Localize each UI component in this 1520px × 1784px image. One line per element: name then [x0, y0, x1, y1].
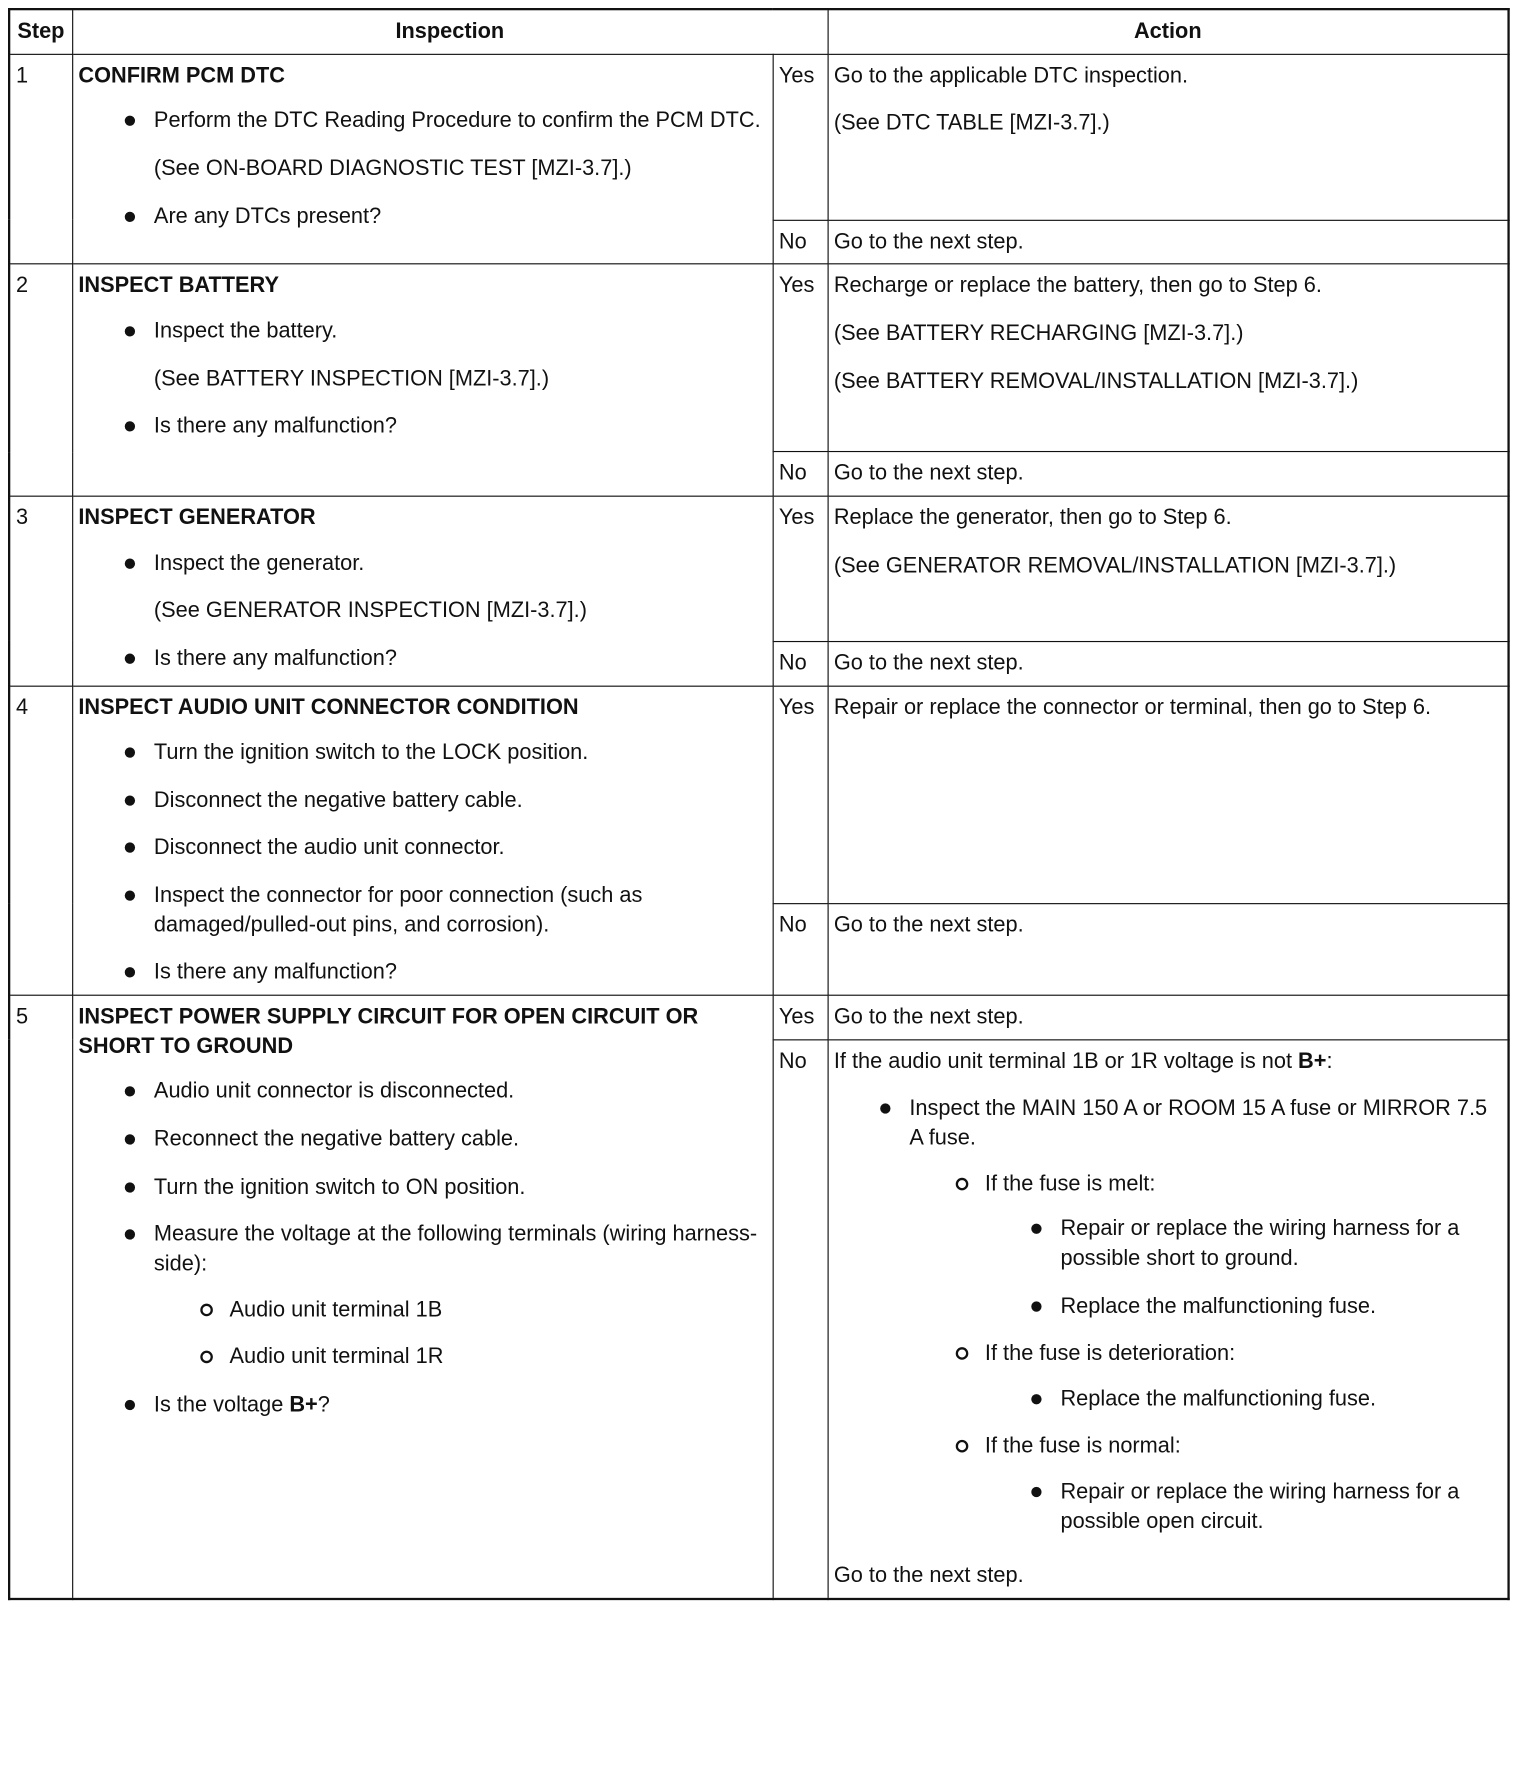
list-item: Is the voltage B+?: [124, 1390, 766, 1419]
list-item: Disconnect the negative battery cable.: [124, 786, 766, 815]
list-item: Is there any malfunction?: [124, 644, 766, 673]
step-number: 3: [9, 496, 72, 686]
step-title: INSPECT POWER SUPPLY CIRCUIT FOR OPEN CIRCUIT OR SHORT TO GROUND: [78, 1005, 699, 1059]
inspection-cell: [72, 264, 772, 496]
table-header-row: [9, 9, 1508, 54]
header-step: Step: [9, 9, 72, 54]
list-item: Measure the voltage at the following terminals (wiring harness-side): Audio unit terminal 1B Audio unit terminal 1R: [124, 1220, 766, 1372]
yes-label: Yes: [773, 995, 828, 1039]
list-item: Is there any malfunction?: [124, 412, 766, 441]
yes-action: Go to the next step.: [828, 995, 1509, 1039]
reference-text: (See ON-BOARD DIAGNOSTIC TEST [MZI-3.7].): [153, 156, 632, 181]
list-item: Replace the malfunctioning fuse.: [1031, 1385, 1502, 1414]
inspection-cell: [72, 686, 772, 996]
yes-action: Replace the generator, then go to Step 6. (See GENERATOR REMOVAL/INSTALLATION [MZI-3.7].): [828, 496, 1509, 641]
table-row: [9, 496, 1508, 641]
no-label: No: [773, 903, 828, 995]
list-item: Inspect the connector for poor connection (such as damaged/pulled-out pins, and corrosion).: [124, 881, 766, 940]
table-row: [9, 995, 1508, 1039]
diagnostic-table: [8, 8, 1510, 1600]
list-item: Turn the ignition switch to ON position.: [124, 1173, 766, 1202]
table-row: [9, 264, 1508, 452]
no-label: No: [773, 641, 828, 685]
list-item: If the fuse is deterioration: Replace the malfunctioning fuse.: [955, 1339, 1502, 1414]
list-item: Repair or replace the wiring harness for a possible open circuit.: [1031, 1478, 1502, 1537]
yes-label: Yes: [773, 496, 828, 641]
step-title: INSPECT GENERATOR: [78, 505, 316, 530]
list-item: If the fuse is melt: Repair or replace the wiring harness for a possible short to ground. Replace the malfunctioning fuse.: [955, 1169, 1502, 1321]
inspection-cell: [72, 496, 772, 686]
list-item: Is there any malfunction?: [124, 958, 766, 987]
header-action: Action: [828, 9, 1509, 54]
yes-label: Yes: [773, 264, 828, 452]
yes-action: Recharge or replace the battery, then go to Step 6. (See BATTERY RECHARGING [MZI-3.7].) (See BATTERY REMOVAL/INSTALLATION [MZI-3.7].): [828, 264, 1509, 452]
no-action: Go to the next step.: [828, 452, 1509, 496]
yes-action: Go to the applicable DTC inspection. (See DTC TABLE [MZI-3.7].): [828, 54, 1509, 220]
step-title: INSPECT BATTERY: [78, 273, 279, 298]
list-item: Are any DTCs present?: [124, 202, 766, 231]
step-number: 2: [9, 264, 72, 496]
inspection-cell: [72, 54, 772, 264]
reference-text: (See BATTERY INSPECTION [MZI-3.7].): [153, 366, 550, 391]
step-number: 1: [9, 54, 72, 264]
list-item: Inspect the generator. (See GENERATOR INSPECTION [MZI-3.7].): [124, 549, 766, 626]
list-item: Audio unit terminal 1R: [200, 1343, 767, 1372]
document-sheet: [8, 8, 1507, 1600]
yes-label: Yes: [773, 686, 828, 903]
table-row: [9, 686, 1508, 903]
yes-action: Repair or replace the connector or terminal, then go to Step 6.: [828, 686, 1509, 903]
step-number: 4: [9, 686, 72, 996]
reference-text: (See GENERATOR INSPECTION [MZI-3.7].): [153, 598, 587, 623]
step-title: CONFIRM PCM DTC: [78, 63, 285, 88]
yes-label: Yes: [773, 54, 828, 220]
inspection-cell: [72, 995, 772, 1599]
no-action: Go to the next step.: [828, 903, 1509, 995]
list-item: Inspect the battery. (See BATTERY INSPECTION [MZI-3.7].): [124, 317, 766, 394]
no-label: No: [773, 220, 828, 264]
list-item: Inspect the MAIN 150 A or ROOM 15 A fuse or MIRROR 7.5 A fuse. If the fuse is melt: Repair or replace the wiring harness for a possible short to ground. Replace the malfunctioning fuse. If the fuse is deterioration: Replace the malfunctioning fuse. If the fuse is normal: Repair or replace the wiring harness for a possible open circuit.: [880, 1095, 1502, 1537]
no-label: No: [773, 1039, 828, 1599]
step-title: INSPECT AUDIO UNIT CONNECTOR CONDITION: [78, 695, 579, 720]
list-item: Reconnect the negative battery cable.: [124, 1125, 766, 1154]
step-number: 5: [9, 995, 72, 1599]
list-item: Turn the ignition switch to the LOCK position.: [124, 738, 766, 767]
list-item: Repair or replace the wiring harness for a possible short to ground.: [1031, 1215, 1502, 1274]
list-item: Audio unit connector is disconnected.: [124, 1077, 766, 1106]
list-item: Disconnect the audio unit connector.: [124, 834, 766, 863]
no-action: If the audio unit terminal 1B or 1R voltage is not B+: Inspect the MAIN 150 A or ROOM 15 A fuse or MIRROR 7.5 A fuse. If the fuse is melt: Repair or replace the wiring harness for a possible short to ground. Replace the malfunctioning fuse. If the fuse is deterioration: Replace the malfunctioning fuse. If the fuse is normal: Repair or replace the wiring harness for a possible open circuit. Go to the next step.: [828, 1039, 1509, 1599]
list-item: Replace the malfunctioning fuse.: [1031, 1292, 1502, 1321]
table-row: [9, 54, 1508, 220]
list-item: If the fuse is normal: Repair or replace the wiring harness for a possible open circuit.: [955, 1432, 1502, 1536]
no-action: Go to the next step.: [828, 220, 1509, 264]
no-label: No: [773, 452, 828, 496]
no-action: Go to the next step.: [828, 641, 1509, 685]
list-item: Perform the DTC Reading Procedure to confirm the PCM DTC. (See ON-BOARD DIAGNOSTIC TEST [MZI-3.7].): [124, 107, 766, 184]
header-inspection: Inspection: [72, 9, 827, 54]
list-item: Audio unit terminal 1B: [200, 1295, 767, 1324]
